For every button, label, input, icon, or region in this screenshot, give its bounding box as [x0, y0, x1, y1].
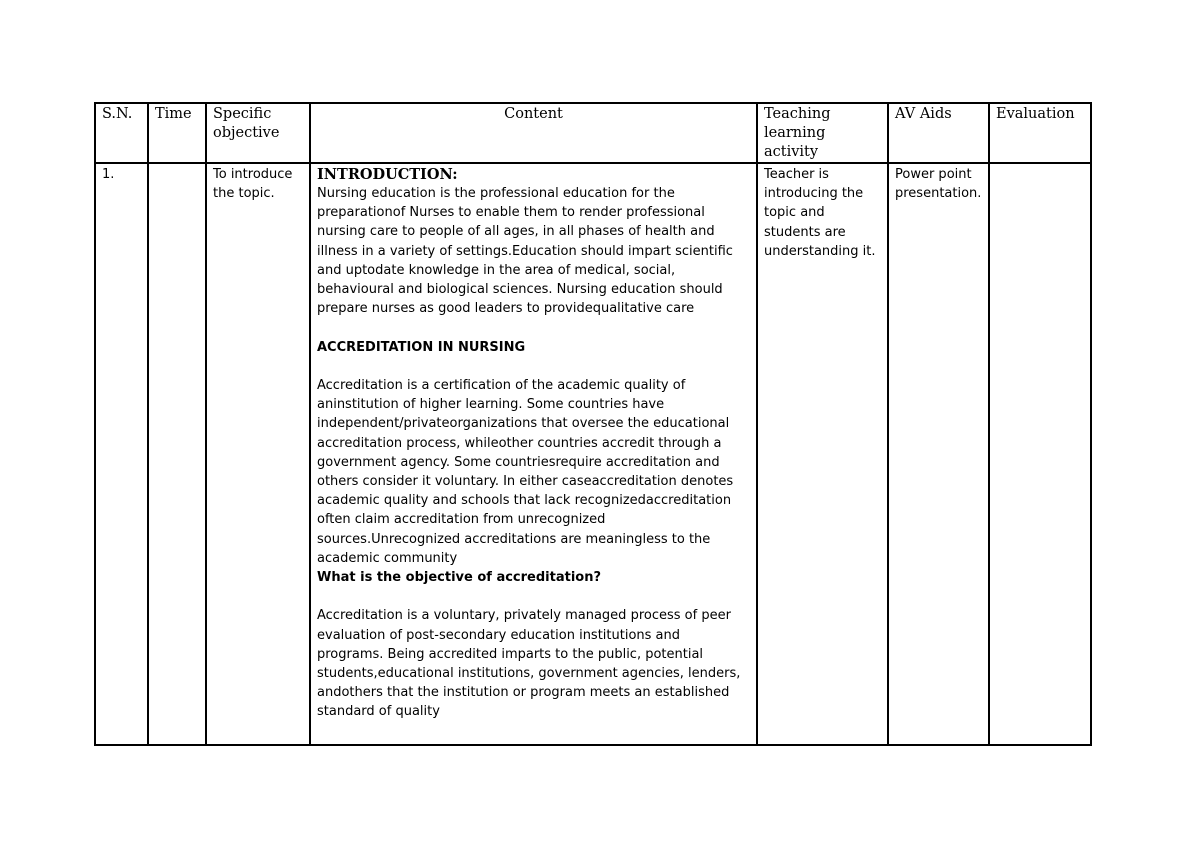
header-objective: Specific objective — [206, 103, 310, 163]
header-av-aids: AV Aids — [888, 103, 989, 163]
table-row — [95, 163, 1091, 745]
accreditation-heading: ACCREDITATION IN NURSING — [317, 339, 526, 355]
spacer — [317, 587, 750, 606]
introduction-text: Nursing education is the professional education for the preparationof Nurses to enable them to render professional nursing care to people of all ages, in all phases of health and illness in a variety of settings.Education should impart scientific and uptodate knowledge in the area of medical, social, behavioural and biological sciences. Nursing education should prepare nurses as good leaders to providequalitative care — [317, 186, 733, 317]
spacer — [317, 318, 750, 337]
cell-activity: Teacher is introducing the topic and students are understanding it. — [757, 163, 888, 745]
objective-question: What is the objective of accreditation? — [317, 570, 602, 586]
header-evaluation: Evaluation — [989, 103, 1091, 163]
cell-sn: 1. — [95, 163, 148, 745]
cell-av-aids: Power point presentation. — [888, 163, 989, 745]
header-content: Content — [310, 103, 757, 163]
lesson-plan-table — [94, 102, 1092, 746]
spacer — [317, 357, 750, 376]
header-time: Time — [148, 103, 206, 163]
cell-evaluation — [989, 163, 1091, 745]
header-sn: S.N. — [95, 103, 148, 163]
accreditation-text: Accreditation is a certification of the academic quality of aninstitution of higher learning. Some countries have independent/privateorganizations that oversee the educational accreditation process, whileother countries accredit through a government agency. Some countriesrequire accreditation and others consider it voluntary. In either caseaccreditation denotes academic quality and schools that lack recognizedaccreditation often claim accreditation from unrecognized sources.Unrecognized accreditations are meaningless to the academic community — [317, 378, 734, 566]
introduction-heading: INTRODUCTION: — [317, 166, 458, 183]
cell-time — [148, 163, 206, 745]
cell-content — [310, 163, 757, 745]
header-activity: Teaching learning activity — [757, 103, 888, 163]
cell-objective: To introduce the topic. — [206, 163, 310, 745]
objective-answer: Accreditation is a voluntary, privately managed process of peer evaluation of post-secondary education institutions and programs. Being accredited imparts to the public, potential students,educational institutions, government agencies, lenders, andothers that the institution or program meets an established standard of quality — [317, 608, 741, 720]
header-row — [95, 103, 1091, 163]
